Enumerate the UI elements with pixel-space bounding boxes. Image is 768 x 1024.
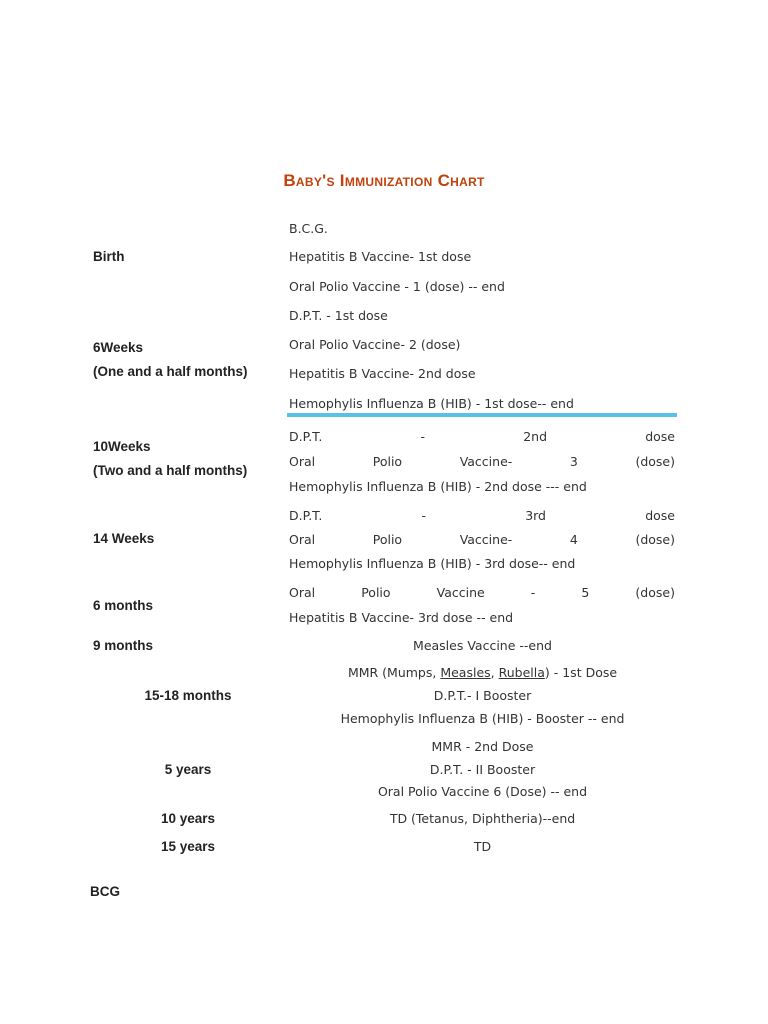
word: -: [420, 429, 425, 444]
age-label-10weeks: 10Weeks: [93, 439, 151, 454]
vaccine-bcg: B.C.G.: [289, 221, 328, 236]
word: Vaccine: [436, 585, 485, 600]
age-label-14weeks: 14 Weeks: [93, 531, 155, 546]
vaccine-mmr-1: [289, 665, 676, 681]
rubella-link[interactable]: Rubella: [498, 665, 545, 680]
vaccine-mmr-2: MMR - 2nd Dose: [431, 739, 534, 754]
word: Oral: [289, 454, 316, 469]
word: (dose): [635, 585, 675, 600]
word: 3rd: [525, 508, 546, 523]
measles-link[interactable]: Measles: [440, 665, 491, 680]
vaccine-dpt-booster-1: D.P.T.- I Booster: [433, 688, 532, 703]
vaccine-opv-2: Oral Polio Vaccine- 2 (dose): [289, 337, 461, 352]
section-divider: [287, 413, 677, 417]
vaccine-opv-6: Oral Polio Vaccine 6 (Dose) -- end: [377, 784, 588, 799]
vaccine-hepb-2: Hepatitis B Vaccine- 2nd dose: [289, 366, 476, 381]
vaccine-opv-3: [289, 454, 675, 470]
vaccine-measles: Measles Vaccine --end: [413, 638, 552, 653]
vaccine-dpt-3: [289, 508, 675, 524]
age-label-6months: 6 months: [93, 598, 154, 613]
age-label-10years: 10 years: [160, 811, 216, 826]
vaccine-td-2: TD: [473, 839, 492, 854]
age-label-15-18months: 15-18 months: [144, 688, 232, 703]
word: D.P.T.: [289, 508, 323, 523]
vaccine-opv-4: [289, 532, 675, 548]
vaccine-hepb-1: Hepatitis B Vaccine- 1st dose: [289, 249, 472, 264]
word: 2nd: [523, 429, 547, 444]
word: Vaccine-: [459, 532, 513, 547]
section-heading-bcg: BCG: [90, 884, 120, 899]
word: Polio: [372, 454, 403, 469]
word: Polio: [361, 585, 391, 600]
word: Vaccine-: [459, 454, 513, 469]
word: 4: [569, 532, 578, 547]
word: D.P.T.: [289, 429, 323, 444]
word: 5: [581, 585, 590, 600]
mmr-text: ,: [490, 665, 499, 680]
age-label-6weeks-detail: (One and a half months): [93, 364, 248, 379]
word: -: [530, 585, 536, 600]
age-label-5years: 5 years: [164, 762, 212, 777]
vaccine-dpt-1: D.P.T. - 1st dose: [289, 308, 388, 323]
vaccine-hib-3: Hemophylis Influenza B (HIB) - 3rd dose-- end: [289, 556, 576, 571]
vaccine-hepb-3: Hepatitis B Vaccine- 3rd dose -- end: [289, 610, 514, 625]
age-label-10weeks-detail: (Two and a half months): [93, 463, 248, 478]
word: Polio: [372, 532, 403, 547]
vaccine-opv-1: Oral Polio Vaccine - 1 (dose) -- end: [289, 279, 505, 294]
word: -: [421, 508, 426, 523]
mmr-text: ) - 1st Dose: [544, 665, 618, 680]
word: dose: [645, 429, 675, 444]
word: (dose): [635, 454, 675, 469]
age-label-birth: Birth: [93, 249, 125, 264]
age-label-6weeks: 6Weeks: [93, 340, 144, 355]
word: (dose): [635, 532, 675, 547]
mmr-text: MMR (Mumps,: [347, 665, 441, 680]
age-label-15years: 15 years: [160, 839, 216, 854]
vaccine-hib-booster: Hemophylis Influenza B (HIB) - Booster -- end: [340, 711, 625, 726]
age-label-9months: 9 months: [93, 638, 154, 653]
vaccine-dpt-2: [289, 429, 675, 445]
word: 3: [569, 454, 578, 469]
page-title: Baby's Immunization Chart: [283, 171, 485, 190]
word: Oral: [289, 532, 316, 547]
word: dose: [645, 508, 675, 523]
vaccine-dpt-booster-2: D.P.T. - II Booster: [429, 762, 536, 777]
vaccine-hib-1: Hemophylis Influenza B (HIB) - 1st dose-- end: [289, 396, 574, 411]
word: Oral: [289, 585, 316, 600]
vaccine-td-1: TD (Tetanus, Diphtheria)--end: [389, 811, 576, 826]
vaccine-hib-2: Hemophylis Influenza B (HIB) - 2nd dose --- end: [289, 479, 587, 494]
vaccine-opv-5: [289, 585, 675, 601]
